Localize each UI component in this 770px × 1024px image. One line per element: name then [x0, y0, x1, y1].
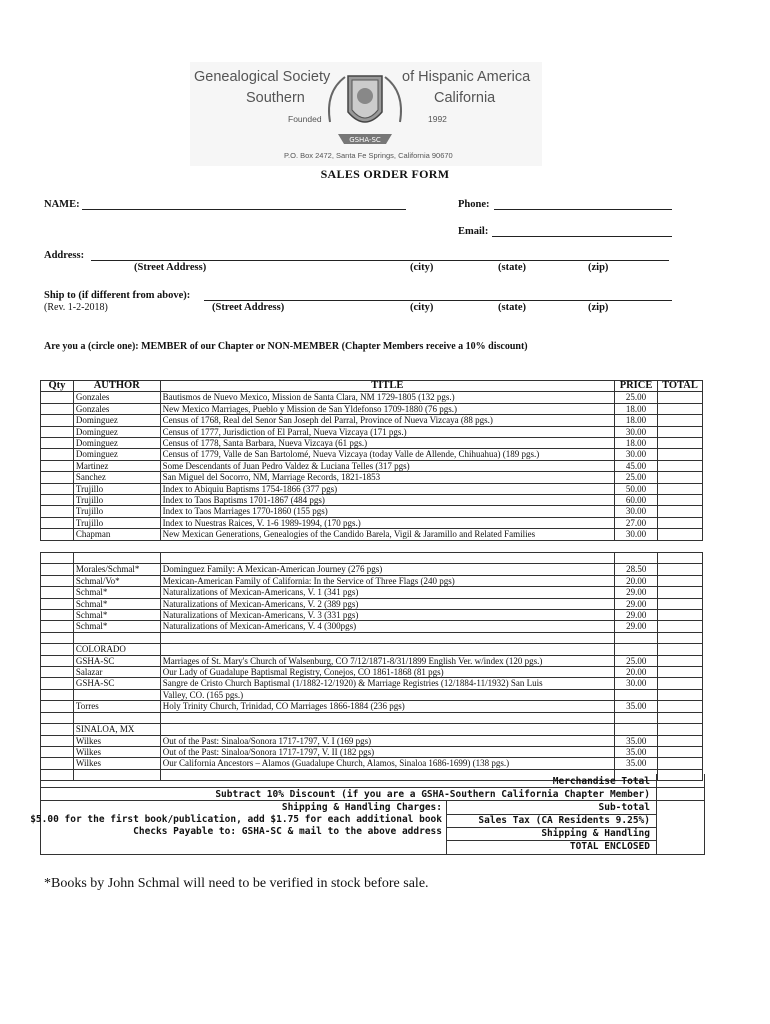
shipto-city-caption: (city): [410, 302, 434, 313]
qty-cell[interactable]: [41, 472, 74, 483]
author-cell: Trujillo: [73, 517, 160, 528]
author-cell: Chapman: [73, 529, 160, 540]
total-cell[interactable]: [658, 553, 703, 564]
footnote: *Books by John Schmal will need to be verified in stock before sale.: [44, 876, 429, 891]
qty-cell[interactable]: [41, 655, 74, 666]
total-cell[interactable]: [658, 472, 703, 483]
qty-cell[interactable]: [41, 632, 74, 643]
qty-cell[interactable]: [41, 517, 74, 528]
phone-label: Phone:: [458, 199, 490, 210]
author-cell: [73, 632, 160, 643]
price-cell: 30.00: [615, 449, 658, 460]
total-cell[interactable]: [658, 621, 703, 632]
author-cell: Dominguez: [73, 415, 160, 426]
shipto-zip-caption: (zip): [588, 302, 609, 313]
qty-header: Qty: [41, 381, 74, 392]
price-cell: 29.00: [615, 621, 658, 632]
price-cell: 50.00: [615, 483, 658, 494]
table-row: [41, 724, 703, 735]
org-logo: [190, 62, 542, 166]
author-cell: Schmal*: [73, 610, 160, 621]
total-cell[interactable]: [658, 483, 703, 494]
title-cell: Bautismos de Nuevo Mexico, Mission de Santa Clara, NM 1729-1805 (132 pgs.): [160, 392, 614, 403]
table-row: [41, 758, 703, 769]
author-cell: COLORADO: [73, 644, 160, 655]
author-cell: Schmal*: [73, 587, 160, 598]
author-cell: Gonzales: [73, 392, 160, 403]
author-cell: Trujillo: [73, 495, 160, 506]
shipping-handling-label: Shipping & Handling: [541, 828, 650, 839]
price-cell: 35.00: [615, 746, 658, 757]
total-cell[interactable]: [658, 506, 703, 517]
title-cell: Holy Trinity Church, Trinidad, CO Marriages 1866-1884 (236 pgs): [160, 701, 615, 712]
qty-cell[interactable]: [41, 575, 74, 586]
author-cell: Schmal/Vo*: [73, 575, 160, 586]
title-header: TITLE: [160, 381, 614, 392]
org-name-line1a: Genealogical Society: [194, 69, 331, 85]
title-cell: Census of 1778, Santa Barbara, Nueva Vizcaya (61 pgs.): [160, 438, 614, 449]
total-cell[interactable]: [658, 449, 703, 460]
qty-cell[interactable]: [41, 678, 74, 689]
qty-cell[interactable]: [41, 724, 74, 735]
price-cell: [615, 712, 658, 723]
revision-label: (Rev. 1-2-2018): [44, 302, 108, 313]
table-row: [41, 529, 703, 540]
qty-cell[interactable]: [41, 587, 74, 598]
title-cell: Mexican-American Family of California: In the Service of Three Flags (240 pgs): [160, 575, 615, 586]
qty-cell[interactable]: [41, 403, 74, 414]
title-cell: Out of the Past: Sinaloa/Sonora 1717-1797, V. I (169 pgs): [160, 735, 615, 746]
author-cell: Wilkes: [73, 746, 160, 757]
price-cell: 25.00: [615, 655, 658, 666]
table-row: [41, 449, 703, 460]
table-row: [41, 712, 703, 723]
price-cell: 60.00: [615, 495, 658, 506]
title-cell: Marriages of St. Mary's Church of Walsenburg, CO 7/12/1871-8/31/1899 English Ver. w/index (120 pgs.): [160, 655, 615, 666]
phone-field[interactable]: [494, 209, 672, 210]
total-cell[interactable]: [658, 644, 703, 655]
price-cell: 30.00: [615, 529, 658, 540]
table-row: [41, 644, 703, 655]
author-cell: Trujillo: [73, 483, 160, 494]
address-field[interactable]: [91, 260, 669, 261]
price-cell: 20.00: [615, 575, 658, 586]
name-field[interactable]: [82, 209, 406, 210]
title-cell: Our California Ancestors – Alamos (Guadalupe Church, Alamos, Sinaloa 1686-1699) (138 pgs.): [160, 758, 615, 769]
table-row: [41, 564, 703, 575]
total-cell[interactable]: [658, 746, 703, 757]
total-cell[interactable]: [658, 415, 703, 426]
author-cell: SINALOA, MX: [73, 724, 160, 735]
table-row: [41, 553, 703, 564]
membership-question: Are you a (circle one): MEMBER of our Chapter or NON-MEMBER (Chapter Members receive a 10% discount): [44, 341, 528, 352]
author-cell: [73, 553, 160, 564]
table-row: [41, 426, 703, 437]
org-name-line2b: California: [434, 90, 496, 106]
price-cell: 35.00: [615, 758, 658, 769]
title-cell: Index to Abiquiu Baptisms 1754-1866 (377 pgs): [160, 483, 614, 494]
total-cell[interactable]: [658, 689, 703, 700]
table-row: [41, 587, 703, 598]
title-cell: Naturalizations of Mexican-Americans, V. 1 (341 pgs): [160, 587, 615, 598]
author-cell: Trujillo: [73, 506, 160, 517]
sales-tax-label: Sales Tax (CA Residents 9.25%): [478, 815, 650, 826]
qty-cell[interactable]: [41, 438, 74, 449]
price-cell: 30.00: [615, 506, 658, 517]
total-cell[interactable]: [658, 575, 703, 586]
total-cell[interactable]: [658, 632, 703, 643]
shipping-charges-label: Shipping & Handling Charges:: [281, 802, 442, 813]
title-cell: Index to Taos Baptisms 1701-1867 (484 pgs): [160, 495, 614, 506]
merch-total-label: Merchandise Total: [552, 776, 650, 787]
total-cell[interactable]: [658, 758, 703, 769]
author-cell: GSHA-SC: [73, 678, 160, 689]
org-name-line1b: of Hispanic America: [402, 69, 531, 85]
title-cell: Naturalizations of Mexican-Americans, V. 3 (331 pgs): [160, 610, 615, 621]
qty-cell[interactable]: [41, 415, 74, 426]
price-cell: [615, 724, 658, 735]
qty-cell[interactable]: [41, 495, 74, 506]
total-cell[interactable]: [658, 667, 703, 678]
discount-label: Subtract 10% Discount (if you are a GSHA-Southern California Chapter Member): [215, 789, 650, 800]
street-caption: (Street Address): [134, 262, 207, 273]
total-cell[interactable]: [658, 564, 703, 575]
price-cell: 18.00: [615, 403, 658, 414]
total-cell[interactable]: [658, 678, 703, 689]
shipto-state-caption: (state): [498, 302, 526, 313]
table-row: [41, 403, 703, 414]
author-cell: Schmal*: [73, 621, 160, 632]
price-cell: 25.00: [615, 392, 658, 403]
price-cell: 29.00: [615, 587, 658, 598]
price-header: PRICE: [615, 381, 658, 392]
qty-cell[interactable]: [41, 426, 74, 437]
table-row: [41, 632, 703, 643]
title-cell: Census of 1768, Real del Senor San Joseph del Parral, Province of Nueva Vizcaya (88 pgs.): [160, 415, 614, 426]
author-cell: Morales/Schmal*: [73, 564, 160, 575]
price-cell: 35.00: [615, 735, 658, 746]
total-cell[interactable]: [658, 426, 703, 437]
zip-caption: (zip): [588, 262, 609, 273]
qty-cell[interactable]: [41, 483, 74, 494]
qty-cell[interactable]: [41, 564, 74, 575]
qty-cell[interactable]: [41, 392, 74, 403]
table-row: [41, 506, 703, 517]
title-cell: Sangre de Cristo Church Baptismal (1/1882-12/1920) & Marriage Registries (12/1884-11/1932) San Luis: [160, 678, 615, 689]
author-cell: Wilkes: [73, 758, 160, 769]
author-cell: Salazar: [73, 667, 160, 678]
qty-cell[interactable]: [41, 621, 74, 632]
total-cell[interactable]: [658, 712, 703, 723]
qty-cell[interactable]: [41, 701, 74, 712]
shipto-label: Ship to (if different from above):: [44, 290, 191, 301]
total-enclosed-label: TOTAL ENCLOSED: [569, 841, 650, 852]
table-row: [41, 746, 703, 757]
qty-cell[interactable]: [41, 449, 74, 460]
title-cell: Index to Taos Marriages 1770-1860 (155 pgs): [160, 506, 614, 517]
total-cell[interactable]: [658, 403, 703, 414]
title-cell: Valley, CO. (165 pgs.): [160, 689, 615, 700]
total-cell[interactable]: [658, 495, 703, 506]
table-row: [41, 438, 703, 449]
table-row: [41, 689, 703, 700]
table-row: [41, 575, 703, 586]
total-cell[interactable]: [658, 598, 703, 609]
total-cell[interactable]: [658, 724, 703, 735]
qty-cell[interactable]: [41, 506, 74, 517]
total-cell[interactable]: [658, 735, 703, 746]
author-cell: Dominguez: [73, 438, 160, 449]
author-cell: Martinez: [73, 460, 160, 471]
total-cell[interactable]: [658, 655, 703, 666]
table-row: [41, 610, 703, 621]
qty-cell[interactable]: [41, 553, 74, 564]
city-caption: (city): [410, 262, 434, 273]
total-cell[interactable]: [658, 438, 703, 449]
crest-emblem: [320, 62, 410, 150]
price-cell: 29.00: [615, 610, 658, 621]
author-header: AUTHOR: [73, 381, 160, 392]
title-cell: [160, 553, 615, 564]
table-row: [41, 415, 703, 426]
book-table-2: [40, 552, 703, 781]
book-table-1: [40, 380, 703, 541]
total-cell[interactable]: [658, 701, 703, 712]
price-cell: [615, 632, 658, 643]
total-cell[interactable]: [658, 517, 703, 528]
table-row: [41, 598, 703, 609]
title-cell: Index to Nuestras Raices, V. 1-6 1989-1994, (170 pgs.): [160, 517, 614, 528]
price-cell: 30.00: [615, 426, 658, 437]
author-cell: [73, 689, 160, 700]
price-cell: 45.00: [615, 460, 658, 471]
title-cell: [160, 724, 615, 735]
checks-payable-text: Checks Payable to: GSHA-SC & mail to the above address: [133, 826, 442, 837]
author-cell: GSHA-SC: [73, 655, 160, 666]
title-cell: Dominguez Family: A Mexican-American Journey (276 pgs): [160, 564, 615, 575]
total-cell[interactable]: [658, 587, 703, 598]
price-cell: [615, 689, 658, 700]
org-name-line2a: Southern: [246, 90, 305, 106]
qty-cell[interactable]: [41, 460, 74, 471]
title-cell: [160, 632, 615, 643]
price-cell: [615, 644, 658, 655]
table-row: [41, 392, 703, 403]
title-cell: Our Lady of Guadalupe Baptismal Registry, Conejos, CO 1861-1868 (81 pgs): [160, 667, 615, 678]
author-cell: Wilkes: [73, 735, 160, 746]
qty-cell[interactable]: [41, 746, 74, 757]
shipto-street-caption: (Street Address): [212, 302, 285, 313]
crest-badge-text: GSHA-SC: [349, 136, 381, 144]
table-row: [41, 621, 703, 632]
qty-cell[interactable]: [41, 598, 74, 609]
table-row: [41, 655, 703, 666]
price-cell: 29.00: [615, 598, 658, 609]
shipto-field[interactable]: [204, 300, 672, 301]
qty-cell[interactable]: [41, 712, 74, 723]
total-header: TOTAL: [658, 381, 703, 392]
title-cell: Census of 1777, Jurisdiction of El Parral, Nueva Vizcaya (171 pgs.): [160, 426, 614, 437]
table-row: [41, 495, 703, 506]
qty-cell[interactable]: [41, 758, 74, 769]
table-row: [41, 735, 703, 746]
table-row: [41, 460, 703, 471]
author-cell: Dominguez: [73, 449, 160, 460]
price-cell: [615, 553, 658, 564]
email-field[interactable]: [492, 236, 672, 237]
table-row: [41, 701, 703, 712]
total-cell[interactable]: [658, 529, 703, 540]
price-cell: 20.00: [615, 667, 658, 678]
shipping-rate-text: $5.00 for the first book/publication, add $1.75 for each additional book: [30, 814, 442, 825]
total-cell[interactable]: [658, 460, 703, 471]
qty-cell[interactable]: [41, 735, 74, 746]
table-row: [41, 483, 703, 494]
address-label: Address:: [44, 250, 85, 261]
author-cell: Dominguez: [73, 426, 160, 437]
title-cell: San Miguel del Socorro, NM, Marriage Records, 1821-1853: [160, 472, 614, 483]
name-label: NAME:: [44, 199, 80, 210]
title-cell: Out of the Past: Sinaloa/Sonora 1717-1797, V. II (182 pgs): [160, 746, 615, 757]
title-cell: New Mexican Generations, Genealogies of the Candido Barela, Vigil & Jaramillo and Related Families: [160, 529, 614, 540]
title-cell: New Mexico Marriages, Pueblo y Mission de San Yldefonso 1709-1880 (76 pgs.): [160, 403, 614, 414]
table-row: [41, 667, 703, 678]
founded-label: Founded: [288, 114, 322, 124]
title-cell: Some Descendants of Juan Pedro Valdez & Luciana Telles (317 pgs): [160, 460, 614, 471]
title-cell: Census of 1779, Valle de San Bartolomé, Nueva Vizcaya (today Valle de Allende, Chihuahua) (189 pgs.): [160, 449, 614, 460]
title-cell: Naturalizations of Mexican-Americans, V. 4 (300pgs): [160, 621, 615, 632]
form-title: SALES ORDER FORM: [320, 167, 450, 181]
qty-cell[interactable]: [41, 610, 74, 621]
table-row: [41, 678, 703, 689]
org-address: P.O. Box 2472, Santa Fe Springs, California 90670: [284, 151, 453, 160]
price-cell: 18.00: [615, 415, 658, 426]
author-cell: Schmal*: [73, 598, 160, 609]
price-cell: 30.00: [615, 678, 658, 689]
title-cell: [160, 644, 615, 655]
qty-cell[interactable]: [41, 644, 74, 655]
subtotal-label: Sub-total: [598, 802, 650, 813]
price-cell: 25.00: [615, 472, 658, 483]
author-cell: Sanchez: [73, 472, 160, 483]
qty-cell[interactable]: [41, 667, 74, 678]
table-row: [41, 472, 703, 483]
qty-cell[interactable]: [41, 689, 74, 700]
email-label: Email:: [458, 226, 489, 237]
price-cell: 28.50: [615, 564, 658, 575]
total-cell[interactable]: [658, 610, 703, 621]
author-cell: Gonzales: [73, 403, 160, 414]
price-cell: 18.00: [615, 438, 658, 449]
title-cell: [160, 712, 615, 723]
price-cell: 35.00: [615, 701, 658, 712]
qty-cell[interactable]: [41, 529, 74, 540]
total-cell[interactable]: [658, 392, 703, 403]
price-cell: 27.00: [615, 517, 658, 528]
table-row: [41, 517, 703, 528]
founded-year: 1992: [428, 114, 447, 124]
title-cell: Naturalizations of Mexican-Americans, V. 2 (389 pgs): [160, 598, 615, 609]
author-cell: [73, 712, 160, 723]
author-cell: Torres: [73, 701, 160, 712]
state-caption: (state): [498, 262, 526, 273]
